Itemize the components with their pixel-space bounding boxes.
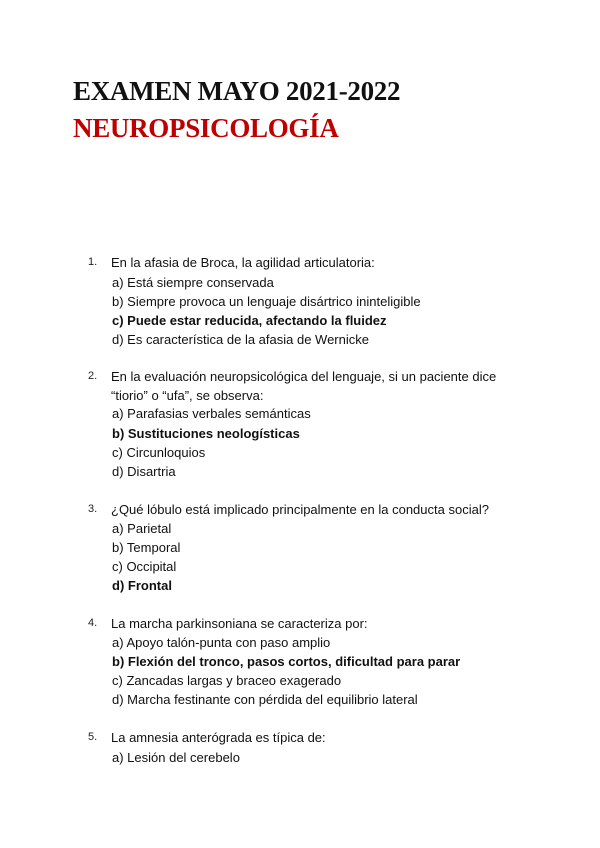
option-d: d) Disartria bbox=[112, 464, 176, 479]
option-d: d) Marcha festinante con pérdida del equilibrio lateral bbox=[112, 692, 418, 707]
question-number: 4. bbox=[88, 617, 98, 629]
question-text: En la evaluación neuropsicológica del lenguaje, si un paciente dice “tiorio” o “ufa”, se observa: bbox=[111, 369, 497, 403]
option-d: d) Es característica de la afasia de Wernicke bbox=[112, 332, 369, 347]
option-c: c) Zancadas largas y braceo exagerado bbox=[112, 673, 342, 688]
option-a: a) Parafasias verbales semánticas bbox=[112, 406, 311, 421]
option-c: c) Occipital bbox=[112, 559, 177, 574]
subject-title: NEUROPSICOLOGÍA bbox=[73, 113, 339, 143]
option-c: c) Puede estar reducida, afectando la fluidez bbox=[112, 313, 387, 328]
question-text: En la afasia de Broca, la agilidad articulatoria: bbox=[111, 255, 375, 270]
question-text: La marcha parkinsoniana se caracteriza por: bbox=[111, 616, 368, 631]
question-number: 2. bbox=[88, 370, 98, 382]
question-number: 5. bbox=[88, 731, 98, 743]
question-text: La amnesia anterógrada es típica de: bbox=[111, 730, 326, 745]
question-text: ¿Qué lóbulo está implicado principalmente en la conducta social? bbox=[111, 502, 489, 517]
option-a: a) Parietal bbox=[112, 521, 172, 536]
option-a: a) Apoyo talón-punta con paso amplio bbox=[112, 635, 331, 650]
option-b: b) Temporal bbox=[112, 540, 181, 555]
option-a: a) Está siempre conservada bbox=[112, 275, 274, 290]
option-c: c) Circunloquios bbox=[112, 445, 206, 460]
option-a: a) Lesión del cerebelo bbox=[112, 750, 240, 765]
option-b: b) Sustituciones neologísticas bbox=[112, 426, 300, 441]
question-number: 1. bbox=[88, 256, 98, 268]
option-b: b) Siempre provoca un lenguaje disártrico ininteligible bbox=[112, 294, 421, 309]
option-b: b) Flexión del tronco, pasos cortos, dificultad para parar bbox=[112, 654, 461, 669]
exam-title: EXAMEN MAYO 2021-2022 bbox=[73, 76, 401, 106]
question-number: 3. bbox=[88, 503, 98, 515]
option-d: d) Frontal bbox=[112, 578, 172, 593]
